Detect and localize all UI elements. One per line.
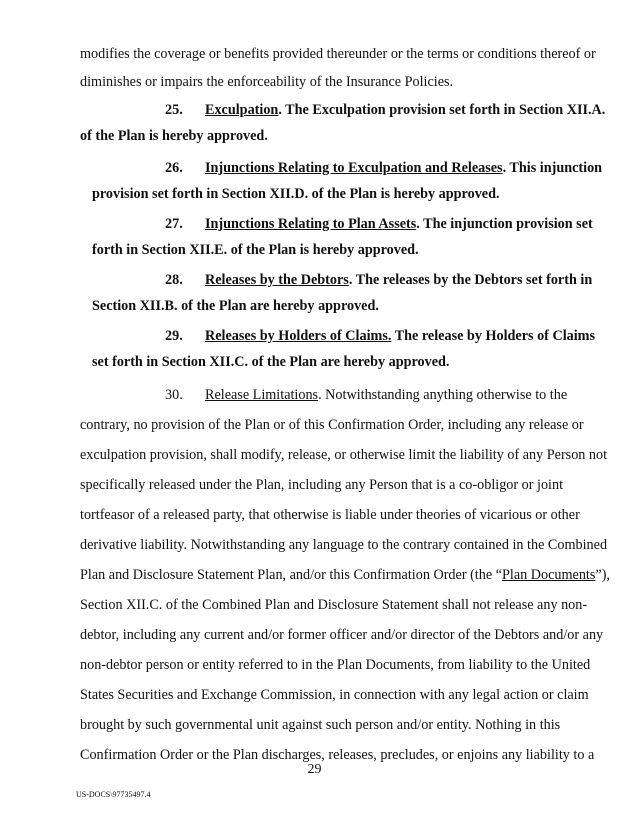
body-line: exculpation provision, shall modify, release, or otherwise limit the liability of any Person not [80, 447, 608, 463]
paragraph-30-heading: 30. Release Limitations. Notwithstanding anything otherwise to the [165, 387, 568, 403]
body-line: derivative liability. Notwithstanding any language to the contrary contained in the Combined [80, 537, 608, 553]
body-line: modifies the coverage or benefits provided thereunder or the terms or conditions thereof or [80, 46, 596, 62]
paragraph-28-heading: 28. Releases by the Debtors. The releases by the Debtors set forth in [165, 272, 593, 288]
paragraph-25-heading: 25. Exculpation. The Exculpation provision set forth in Section XII.A. [165, 102, 606, 118]
body-line: tortfeasor of a released party, that otherwise is liable under theories of vicarious or other [80, 507, 580, 523]
body-line: non-debtor person or entity referred to in the Plan Documents, from liability to the United [80, 657, 591, 673]
section-title: Releases by the Debtors [205, 272, 349, 288]
section-title: Release Limitations [205, 387, 319, 403]
body-line: forth in Section XII.E. of the Plan is hereby approved. [92, 242, 419, 258]
body-line: provision set forth in Section XII.D. of the Plan is hereby approved. [92, 186, 500, 202]
body-line: of the Plan is hereby approved. [80, 128, 268, 144]
body-line: Plan and Disclosure Statement Plan, and/or this Confirmation Order (the “Plan Documents”), [80, 567, 610, 583]
paragraph-29-heading: 29. Releases by Holders of Claims. The release by Holders of Claims [165, 328, 596, 344]
defined-term: Plan Documents [502, 567, 596, 583]
document-id: US-DOCS\97735497.4 [76, 790, 151, 799]
section-title: Releases by Holders of Claims. [205, 328, 392, 344]
body-line: set forth in Section XII.C. of the Plan are hereby approved. [92, 354, 450, 370]
section-title: Injunctions Relating to Exculpation and Releases [205, 160, 503, 176]
paragraph-27-heading: 27. Injunctions Relating to Plan Assets. The injunction provision set [165, 216, 593, 232]
body-line: Section XII.C. of the Combined Plan and Disclosure Statement shall not release any non- [80, 597, 588, 613]
section-title: Exculpation [205, 102, 279, 118]
body-line: debtor, including any current and/or former officer and/or director of the Debtors and/or any [80, 627, 604, 643]
body-line: contrary, no provision of the Plan or of this Confirmation Order, including any release or [80, 417, 584, 433]
section-title: Injunctions Relating to Plan Assets [205, 216, 417, 232]
paragraph-26-heading: 26. Injunctions Relating to Exculpation and Releases. This injunction [165, 160, 603, 176]
body-line: Section XII.B. of the Plan are hereby approved. [92, 298, 379, 314]
body-line: Confirmation Order or the Plan discharges, releases, precludes, or enjoins any liability to a [80, 747, 595, 763]
body-line: brought by such governmental unit against such person and/or entity. Nothing in this [80, 717, 561, 733]
page-number: 29 [307, 762, 322, 777]
body-line: diminishes or impairs the enforceability of the Insurance Policies. [80, 74, 454, 90]
body-line: specifically released under the Plan, including any Person that is a co-obligor or joint [80, 477, 564, 493]
body-line: States Securities and Exchange Commission, in connection with any legal action or claim [80, 687, 589, 703]
